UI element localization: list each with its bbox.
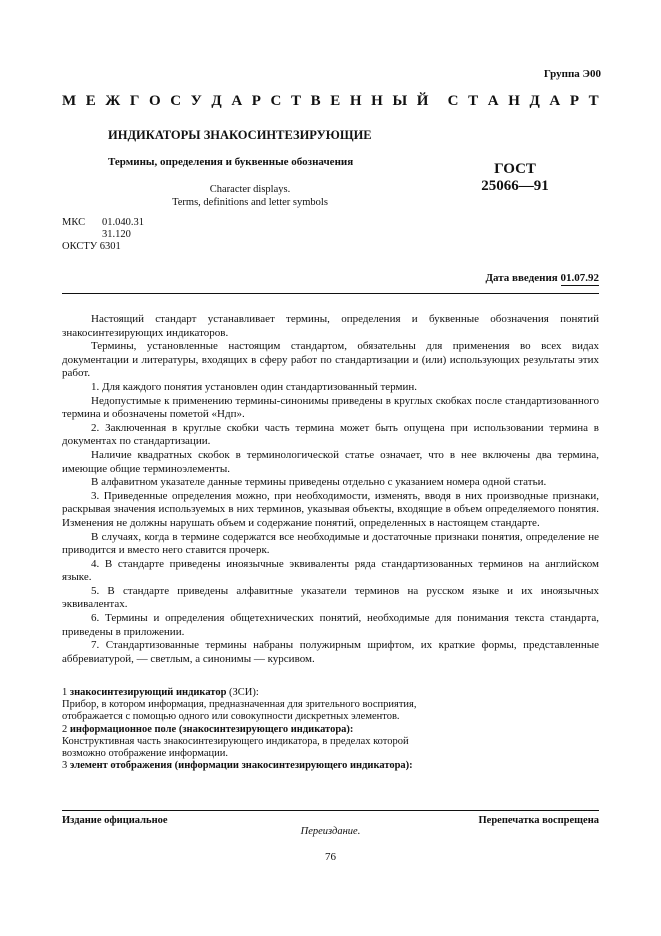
banner-letter: Ж xyxy=(105,93,121,109)
intro-date-value: 01.07.92 xyxy=(560,272,599,284)
english-title xyxy=(140,183,360,209)
banner-letter: Р xyxy=(569,93,580,109)
okstu-code: ОКСТУ 6301 xyxy=(62,241,121,252)
document-subtitle: Термины, определения и буквенные обозначения xyxy=(108,156,354,168)
banner-letter: А xyxy=(231,93,243,109)
english-title-line: Character displays. xyxy=(209,184,291,195)
banner-letter: Т xyxy=(468,93,479,109)
body-paragraph: 6. Термины и определения общетехнических понятий, необходимые для понимания текста стандарта, приведены в приложении. xyxy=(62,612,599,638)
banner-letter: В xyxy=(310,93,321,109)
edition-note: Издание официальное xyxy=(62,815,168,826)
body-paragraph: Недопустимые к применению термины-синонимы приведены в круглых скобках после стандартизованного термина и обозначены пометой «Ндп». xyxy=(62,394,599,421)
terms-list xyxy=(62,687,417,772)
gost-number: 25066—91 xyxy=(481,178,549,194)
header-divider xyxy=(62,293,599,294)
term-number: 3 xyxy=(62,760,68,772)
classification-codes xyxy=(62,217,144,253)
footer-divider xyxy=(62,810,599,811)
banner-letter: Ы xyxy=(392,93,408,109)
gost-designation xyxy=(470,161,560,195)
mks-value: 01.040.31 xyxy=(102,217,144,228)
document-title: ИНДИКАТОРЫ ЗНАКОСИНТЕЗИРУЮЩИЕ xyxy=(108,128,372,142)
banner-letter: Н xyxy=(349,93,362,109)
banner-letter: Т xyxy=(291,93,302,109)
banner-letter: М xyxy=(62,93,77,109)
body-paragraph: Настоящий стандарт устанавливает термины, определения и буквенные обозначения понятий знакосинтезирующих индикаторов. xyxy=(62,313,599,339)
term-abbreviation: (ЗСИ): xyxy=(226,687,259,698)
group-code: Группа Э00 xyxy=(543,68,601,80)
interstate-standard-banner xyxy=(62,93,599,110)
banner-letter: Е xyxy=(330,93,341,109)
banner-letter: Е xyxy=(85,93,96,109)
body-paragraph: 4. В стандарте приведены иноязычные эквиваленты ряда стандартизованных терминов на английском языке. xyxy=(62,557,599,584)
intro-date xyxy=(485,272,599,286)
term-definition: Прибор, в котором информация, предназначенная для зрительного восприятия, отображается с помощью одного или совокупности дискретных элементов. xyxy=(62,699,417,723)
intro-date-label: Дата введения xyxy=(485,272,558,284)
term-entry xyxy=(62,760,417,772)
term-name: элемент отображения (информации знакосинтезирующего индикатора): xyxy=(69,760,413,772)
banner-letter: Р xyxy=(251,93,261,109)
banner-letter: Н xyxy=(508,93,520,109)
banner-letter: Й xyxy=(416,93,429,109)
term-name: знакосинтезирующий индикатор xyxy=(69,687,227,698)
banner-letter: С xyxy=(270,93,282,109)
banner-letter: С xyxy=(170,93,182,109)
term-definition: Конструктивная часть знакосинтезирующего индикатора, в пределах которой возможно отображение информации. xyxy=(62,735,409,760)
english-title-line: Terms, definitions and letter symbols xyxy=(172,197,328,208)
body-paragraph: 1. Для каждого понятия установлен один стандартизованный термин. xyxy=(91,380,417,393)
body-paragraph: В случаях, когда в термине содержатся все необходимые и достаточные признаки понятия, определение не приводится и вместо него ставится прочерк. xyxy=(62,530,599,557)
body-paragraph: 7. Стандартизованные термины набраны полужирным шрифтом, их краткие формы, представленные аббревиатурой, — светлым, а синонимы — курсивом. xyxy=(62,639,599,665)
banner-letter: Н xyxy=(371,93,383,109)
body-paragraph: В алфавитном указателе данные термины приведены отдельно с указанием номера одной статьи. xyxy=(91,476,547,489)
body-paragraph: Термины, установленные настоящим стандартом, обязательны для применения во всех видах документации и литературы, входящих в сферу работ по стандартизации и (или) использующих результаты этих работ. xyxy=(62,340,599,380)
gost-label: ГОСТ xyxy=(494,161,536,177)
banner-letter: Т xyxy=(588,93,599,109)
body-paragraph: Наличие квадратных скобок в терминологической статье означает, что в нее включены два термина, имеющие общие терминоэлементы. xyxy=(62,448,599,475)
term-entry xyxy=(62,724,417,736)
term-number: 1 xyxy=(62,687,68,698)
banner-letter: Д xyxy=(529,93,540,109)
banner-letter: У xyxy=(190,93,202,109)
banner-letter: Д xyxy=(211,93,222,109)
reprint-note: Перепечатка воспрещена xyxy=(478,815,599,826)
standard-body-text xyxy=(62,313,599,666)
body-paragraph: 2. Заключенная в круглые скобки часть термина может быть опущена при использовании термина в документах по стандартизации. xyxy=(62,421,599,448)
body-paragraph: 3. Приведенные определения можно, при необходимости, изменять, вводя в них производные признаки, раскрывая значения используемых в них терминов, указывая объекты, входящие в объем определяемого понятия. Изменения не должны нарушать объем и содержание понятий, определенных в настоящем стандарте. xyxy=(62,489,599,529)
banner-letter: О xyxy=(149,93,161,109)
banner-letter: С xyxy=(447,93,459,109)
mks-label: МКС xyxy=(62,217,86,228)
term-entry xyxy=(62,687,417,699)
banner-letter: Г xyxy=(129,93,140,109)
reissue-note: Переиздание. xyxy=(300,826,361,837)
banner-letter: А xyxy=(549,93,561,109)
banner-letter: А xyxy=(487,93,499,109)
mks-value: 31.120 xyxy=(102,229,131,240)
term-number: 2 xyxy=(62,723,68,735)
body-paragraph: 5. В стандарте приведены алфавитные указатели терминов на русском языке и их иноязычных эквивалентах. xyxy=(62,584,599,611)
term-name: информационное поле (знакосинтезирующего индикатора): xyxy=(69,723,354,735)
page-number: 76 xyxy=(325,851,336,863)
